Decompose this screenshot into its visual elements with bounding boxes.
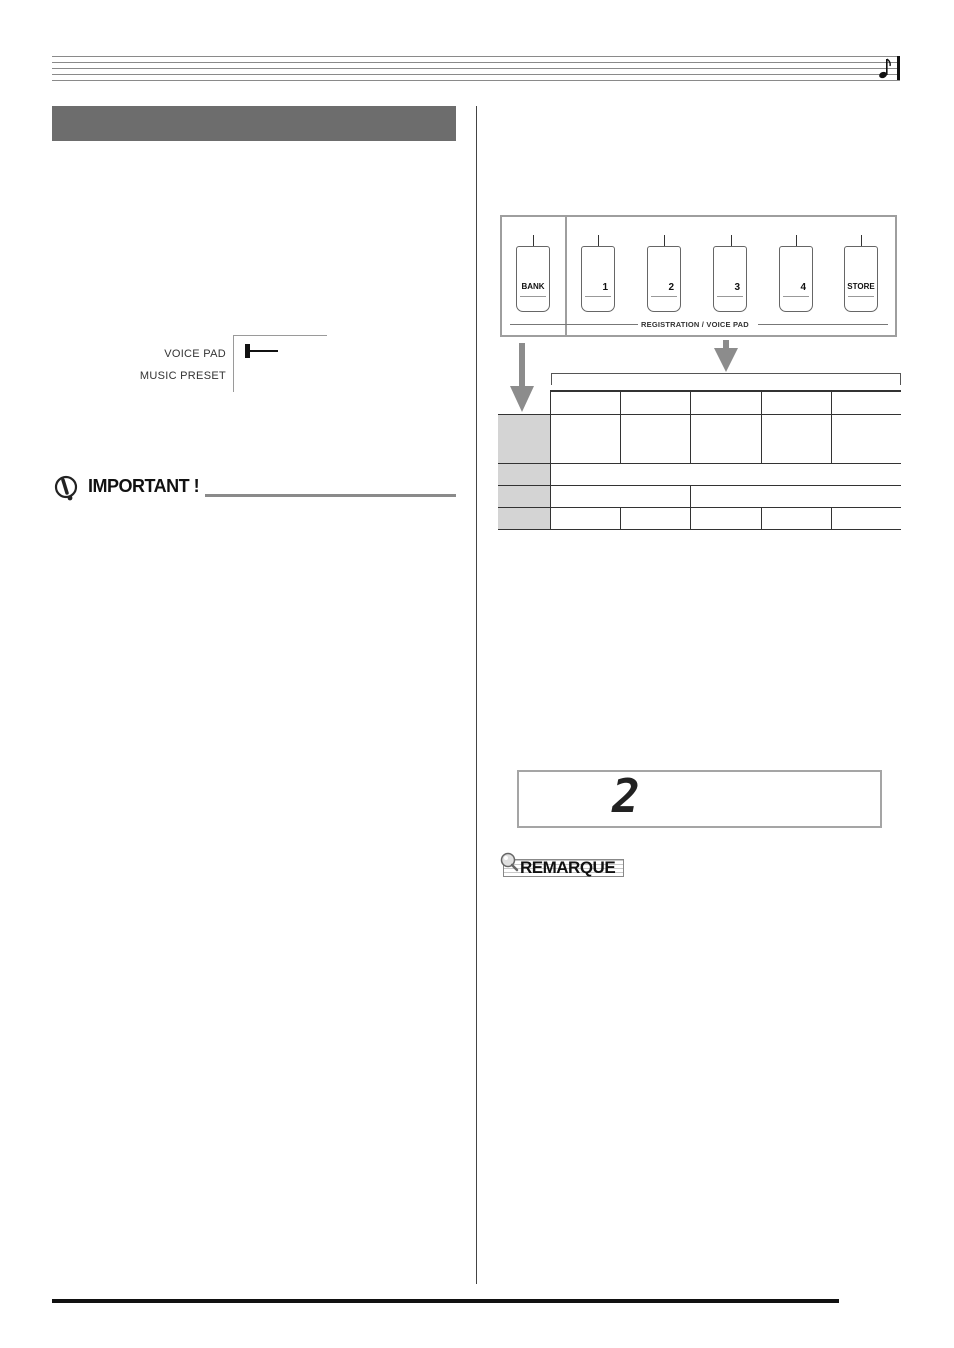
registration-button-1[interactable] [581, 246, 615, 312]
remarque-heading: REMARQUE [520, 858, 616, 877]
table-column-rule [620, 390, 621, 463]
button-2-label: 2 [668, 282, 674, 293]
staff-line [52, 74, 900, 75]
arrow-down-icon [714, 348, 738, 372]
registration-table [498, 390, 901, 530]
table-rule [498, 463, 901, 464]
magnifier-icon [499, 852, 521, 874]
table-header-cell [498, 508, 550, 529]
table-column-rule [550, 390, 551, 530]
table-column-rule [761, 390, 762, 463]
important-underline [205, 494, 456, 497]
registration-voice-pad-label: REGISTRATION / VOICE PAD [638, 320, 752, 329]
table-rule [498, 507, 901, 508]
store-button-label: STORE [847, 282, 875, 291]
panel-rule-right [758, 324, 888, 325]
table-header-cell [498, 414, 550, 463]
table-column-rule [690, 390, 691, 463]
staff-line [52, 56, 900, 57]
table-rule [498, 485, 901, 486]
button-3-label: 3 [734, 282, 740, 293]
table-top-rule [550, 390, 901, 392]
arrow-stem-left [519, 343, 525, 388]
staff-line [52, 68, 900, 69]
panel-rule-left [510, 324, 638, 325]
footer-rule [52, 1299, 839, 1303]
selector-pointer-line [250, 350, 278, 352]
registration-button-4[interactable] [779, 246, 813, 312]
voice-pad-label: VOICE PAD [164, 348, 226, 360]
registration-panel [500, 215, 897, 337]
lcd-bank-number: 2 [612, 769, 640, 823]
store-button[interactable] [844, 246, 878, 312]
table-column-rule [690, 485, 691, 507]
exclamation-icon [54, 474, 84, 504]
important-heading: IMPORTANT ! [88, 476, 200, 496]
staff-end-bar [897, 56, 900, 80]
staff-line [52, 62, 900, 63]
staff-line [52, 80, 900, 81]
bracket [551, 373, 901, 385]
table-column-rule [690, 507, 691, 529]
music-preset-label: MUSIC PRESET [139, 370, 226, 382]
bank-button[interactable] [516, 246, 550, 312]
table-rule [498, 414, 901, 415]
lcd-display [517, 770, 882, 828]
table-header-cell [498, 464, 550, 485]
button-4-label: 4 [800, 282, 806, 293]
table-column-rule [831, 507, 832, 529]
registration-button-3[interactable] [713, 246, 747, 312]
button-1-label: 1 [602, 282, 608, 293]
registration-button-2[interactable] [647, 246, 681, 312]
table-column-rule [831, 390, 832, 463]
table-column-rule [620, 507, 621, 529]
table-column-rule [761, 507, 762, 529]
music-note-icon [878, 56, 892, 82]
column-divider [476, 106, 477, 1284]
section-title-bar [52, 106, 456, 141]
bank-button-label: BANK [521, 282, 545, 291]
table-bottom-rule [498, 529, 901, 530]
panel-separator [565, 217, 567, 337]
table-header-cell [498, 486, 550, 507]
